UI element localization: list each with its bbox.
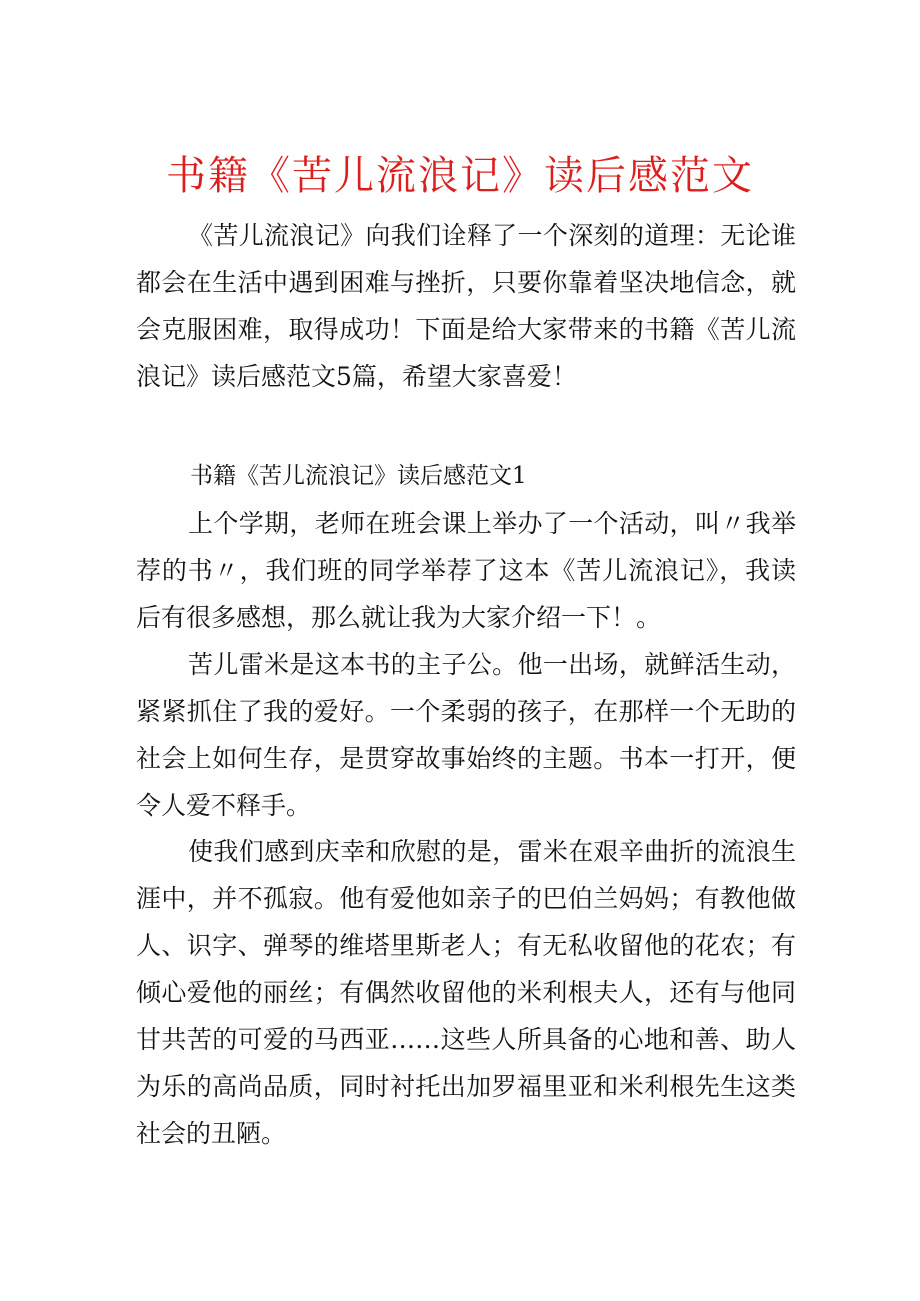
- body-paragraph-1: 上个学期，老师在班会课上举办了一个活动，叫〃我举荐的书〃，我们班的同学举荐了这本《苦儿流浪记》，我读后有很多感想，那么就让我为大家介绍一下！。: [136, 509, 796, 632]
- body-paragraph-3: 使我们感到庆幸和欣慰的是，雷米在艰辛曲折的流浪生涯中，并不孤寂。他有爱他如亲子的巴伯兰妈妈；有教他做人、识字、弹琴的维塔里斯老人；有无私收留他的花农；有倾心爱他的丽丝；有偶然收留他的米利根夫人，还有与他同甘共苦的可爱的马西亚……这些人所具备的心地和善、助人为乐的高尚品质，同时衬托出加罗福里亚和米利根先生这类社会的丑陋。: [136, 837, 796, 1148]
- body-paragraph-2: 苦儿雷米是这本书的主子公。他一出场，就鲜活生动，紧紧抓住了我的爱好。一个柔弱的孩子，在那样一个无助的社会上如何生存，是贯穿故事始终的主题。书本一打开，便令人爱不释手。: [136, 650, 796, 820]
- intro-paragraph: 《苦儿流浪记》向我们诠释了一个深刻的道理：无论谁都会在生活中遇到困难与挫折，只要你靠着坚决地信念，就会克服困难，取得成功！下面是给大家带来的书籍《苦儿流浪记》读后感范文5篇，希望大家喜爱！: [136, 221, 796, 391]
- document-title: 书籍《苦儿流浪记》读后感范文: [166, 153, 754, 199]
- section-heading: 书籍《苦儿流浪记》读后感范文1: [190, 463, 527, 489]
